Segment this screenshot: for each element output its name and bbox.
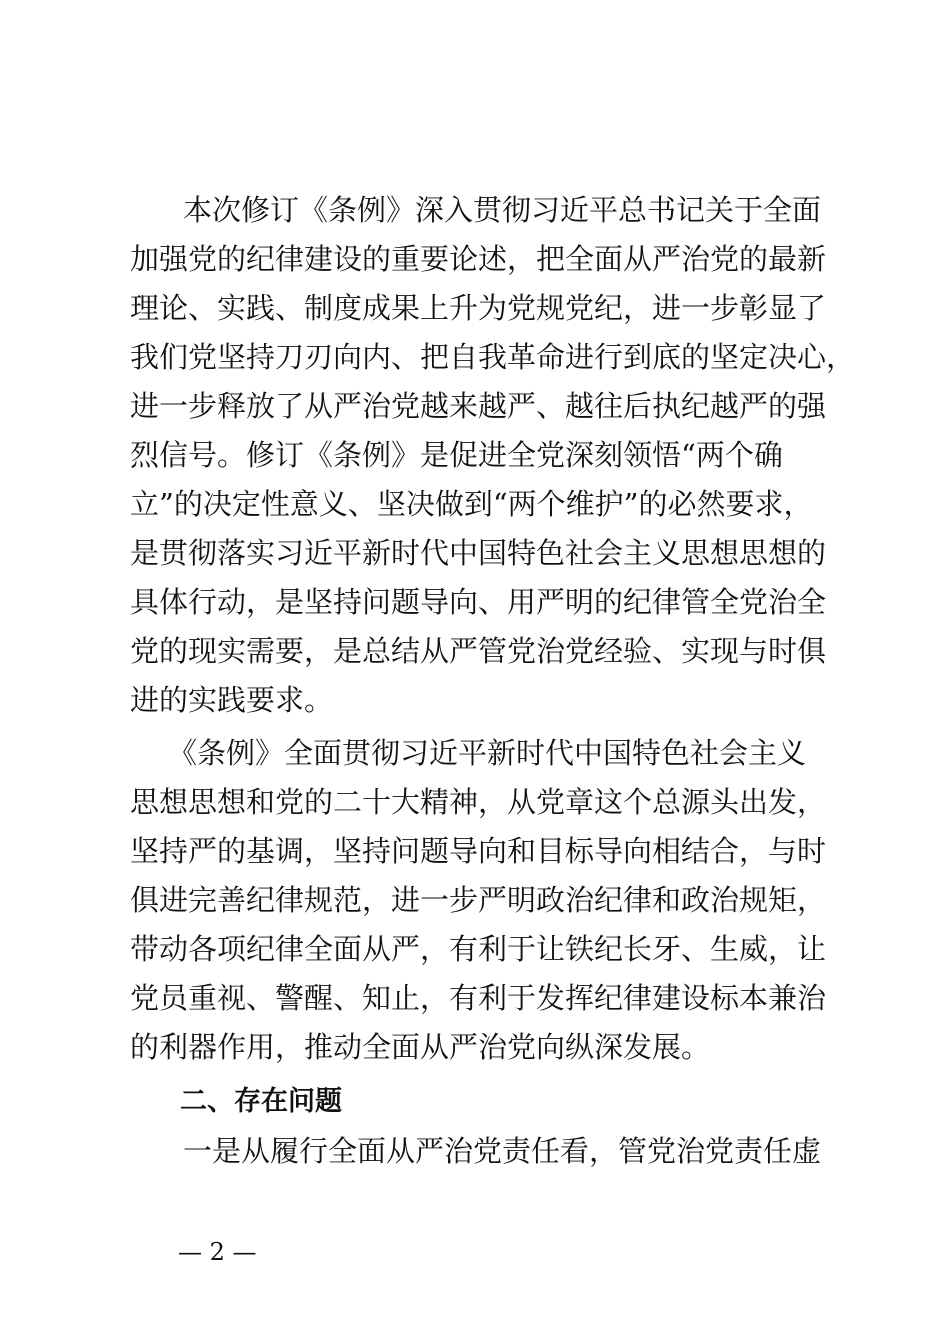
- text-line: 党的现实需要，是总结从严管党治党经验、实现与时俱: [130, 634, 827, 668]
- text-line: 本次修订《条例》深入贯彻习近平总书记关于全面: [183, 193, 822, 227]
- text-line: 的利器作用，推动全面从严治党向纵深发展。: [130, 1030, 711, 1064]
- text-line: 进的实践要求。: [130, 683, 334, 717]
- text-line: 一是从履行全面从严治党责任看，管党治党责任虚: [183, 1134, 822, 1168]
- text-line: 带动各项纪律全面从严，有利于让铁纪长牙、生威，让: [130, 932, 827, 966]
- text-line: 进一步释放了从严治党越来越严、越往后执纪越严的强: [130, 389, 827, 423]
- text-line: 烈信号。修订《条例》是促进全党深刻领悟“两个确: [130, 438, 783, 472]
- text-line: 俱进完善纪律规范，进一步严明政治纪律和政治规矩，: [130, 883, 827, 917]
- text-line: 思想思想和党的二十大精神，从党章这个总源头出发，: [130, 785, 827, 819]
- text-line: 坚持严的基调，坚持问题导向和目标导向相结合，与时: [130, 834, 827, 868]
- text-line: 立”的决定性意义、坚决做到“两个维护”的必然要求，: [130, 487, 813, 521]
- text-line: 具体行动，是坚持问题导向、用严明的纪律管全党治全: [130, 585, 827, 619]
- page-number: — 2 —: [178, 1238, 257, 1266]
- text-line: 《条例》全面贯彻习近平新时代中国特色社会主义: [168, 736, 807, 770]
- text-line: 加强党的纪律建设的重要论述，把全面从严治党的最新: [130, 242, 827, 276]
- text-line: 我们党坚持刀刃向内、把自我革命进行到底的坚定决心，: [130, 340, 856, 374]
- text-line: 是贯彻落实习近平新时代中国特色社会主义思想思想的: [130, 536, 827, 570]
- text-line: 理论、实践、制度成果上升为党规党纪，进一步彰显了: [130, 291, 827, 325]
- section-heading: 二、存在问题: [180, 1086, 342, 1117]
- text-line: 党员重视、警醒、知止，有利于发挥纪律建设标本兼治: [130, 981, 827, 1015]
